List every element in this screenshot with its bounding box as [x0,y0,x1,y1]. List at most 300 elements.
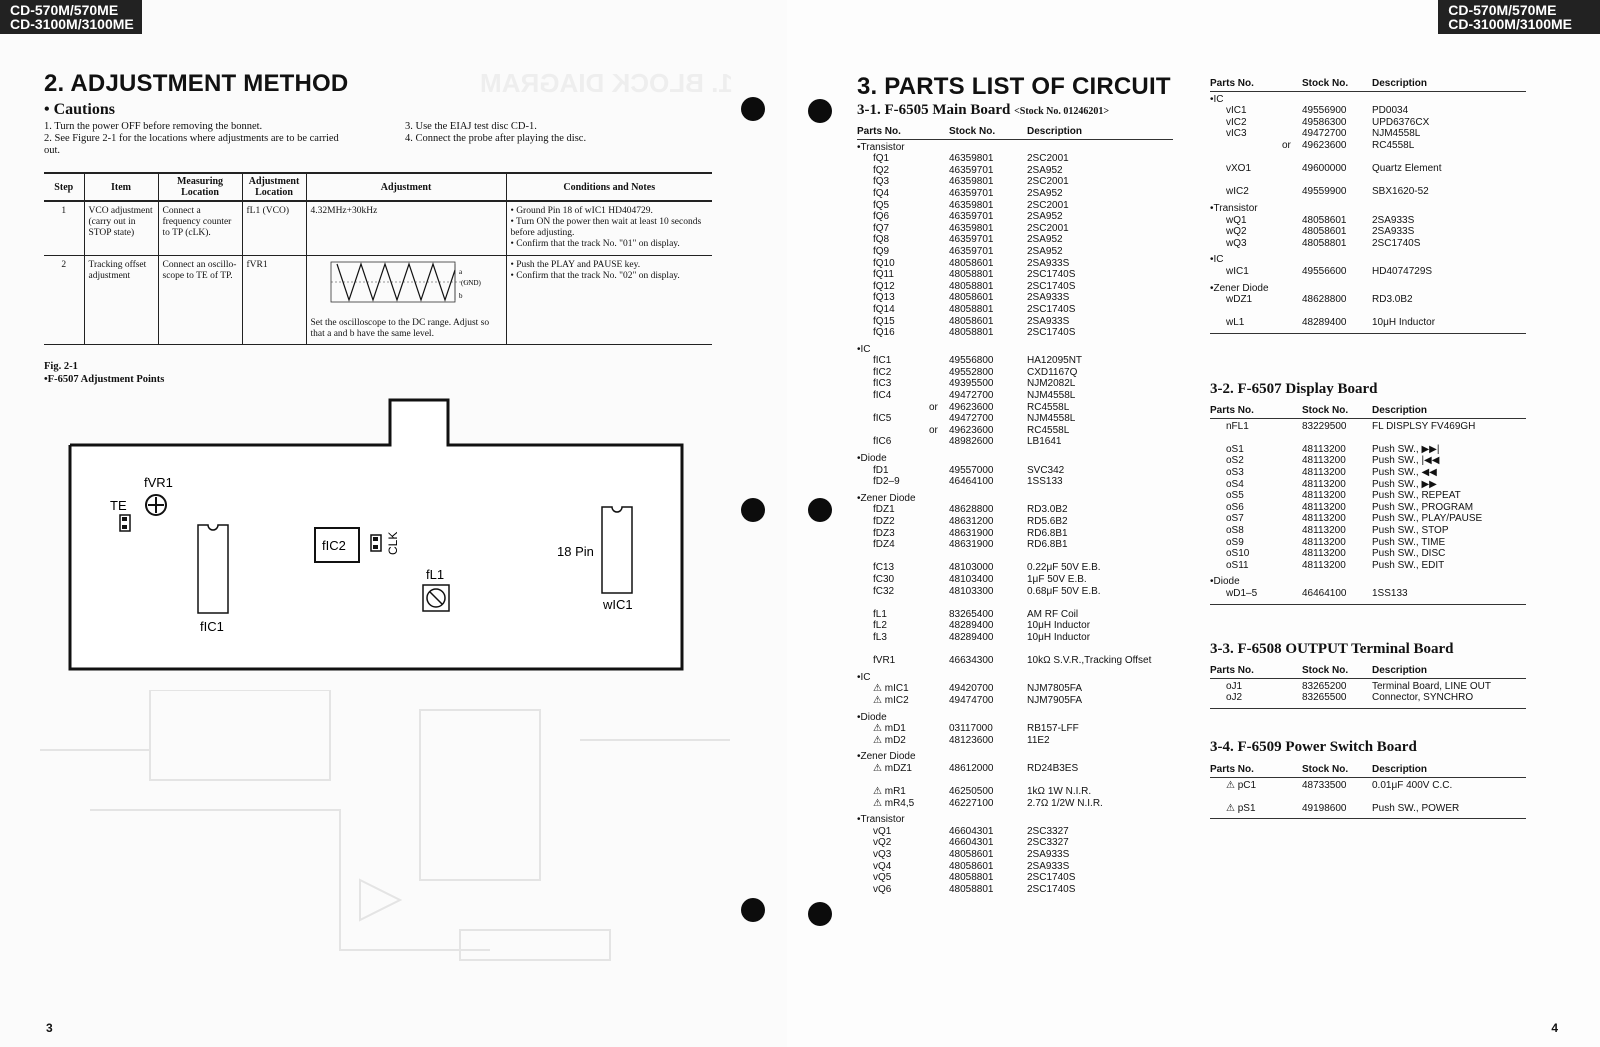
part-description: 2SA933S [1372,226,1415,238]
part-description: 1μF 50V E.B. [1027,573,1087,585]
fvr1-label: fVR1 [144,475,173,490]
parts-row [857,504,1173,516]
model-line-2: CD-3100M/3100ME [10,16,134,32]
left-page [0,0,787,1047]
part-description: NJM4558L [1027,413,1076,425]
part-number: fQ15 [873,315,895,327]
parts-row [857,246,1173,258]
parts-row [1210,588,1526,600]
wave-label-b: b [458,291,462,300]
part-number: ⚠ mIC1 [873,683,909,695]
stock-number: 46359801 [949,176,994,188]
part-number: fQ5 [873,199,890,211]
parts-row [1210,152,1526,164]
power-board-parts-list [1210,764,1526,819]
caution-4: 4. Connect the probe after playing the disc. [405,133,587,144]
th-item: Item [84,173,158,201]
column-header: Stock No. [1302,78,1349,89]
part-number: vQ2 [873,837,892,849]
part-number: ⚠ mR1 [873,786,906,798]
part-description: 10μH Inductor [1027,620,1091,632]
group-label: •Zener Diode [857,492,916,504]
column-header: Description [1372,764,1428,775]
parts-row [857,223,1173,235]
part-number [1210,152,1302,164]
part-description: 0.68μF 50V E.B. [1027,585,1101,597]
part-description: AM RF Coil [1027,608,1079,620]
stock-number: 49623600 [1302,139,1347,151]
binder-hole [808,498,832,522]
stock-number: 48113200 [1302,478,1346,490]
parts-list-header [1210,665,1526,679]
group-label: •Zener Diode [857,751,916,763]
stock-number: 46359801 [949,153,994,165]
wave-label-gnd: (GND) [460,278,481,287]
main-board-title [857,102,1109,119]
parts-row [857,465,1173,477]
part-description: 2SC1740S [1027,327,1076,339]
parts-row [1210,317,1526,329]
stock-number: 48058801 [949,303,994,315]
part-number: fQ7 [873,222,890,234]
parts-row [1210,455,1526,467]
parts-row [857,304,1173,316]
parts-row [857,609,1173,621]
stock-number: 49474700 [949,694,994,706]
part-description: NJM7905FA [1027,694,1083,706]
parts-list-header [1210,764,1526,778]
stock-number: 46227100 [949,797,994,809]
part-number: fIC1 [873,355,892,367]
main-board-parts-list [857,126,1173,895]
stock-number: 48058601 [1302,226,1347,238]
binder-hole [741,898,765,922]
stock-number [1302,175,1372,187]
output-board-title: 3-3. F-6508 OUTPUT Terminal Board [1210,641,1454,657]
section-divider [1210,333,1526,334]
part-description: 2SA933S [1027,257,1070,269]
column-header: Description [1372,665,1428,676]
part-description: Terminal Board, LINE OUT [1372,680,1491,692]
part-number: fQ6 [873,211,890,223]
parts-row [857,176,1173,188]
wave-label-a: a [458,267,462,276]
parts-row [857,620,1173,632]
part-description: 2SA933S [1372,214,1415,226]
stock-number: 49556600 [1302,265,1347,277]
stock-number: 48289400 [949,631,994,643]
parts-row [857,402,1173,414]
stock-number [1302,791,1372,803]
part-description: Connector, SYNCHRO [1372,692,1474,704]
parts-list-header [1210,78,1526,92]
part-number: fVR1 [873,655,896,667]
column-header: Parts No. [857,126,901,137]
column-header: Stock No. [1302,764,1349,775]
cell-adjustment: 4.32MHz+30kHz [306,201,506,255]
part-number: ⚠ mDZ1 [873,762,912,774]
parts-row [857,735,1173,747]
part-description [1027,551,1173,563]
part-number: or [1282,139,1291,151]
pin18-label: 18 Pin [557,544,594,559]
part-description [1027,597,1173,609]
parts-row [1210,502,1526,514]
stock-number: 83265200 [1302,680,1347,692]
group-label: •Diode [857,453,887,465]
part-description: SBX1620-52 [1372,186,1429,198]
parts-row [857,763,1173,775]
stock-number: 46604301 [949,837,994,849]
model-header-left [0,0,142,34]
column-header: Stock No. [949,126,996,137]
stock-number: 46359701 [949,245,994,257]
stock-number: 49556900 [1302,105,1347,117]
stock-number [1302,152,1372,164]
stock-number: 48612000 [949,762,994,774]
part-number: vQ3 [873,849,892,861]
part-number: fQ12 [873,280,895,292]
group-label: •IC [857,343,871,355]
model-line-2: CD-3100M/3100ME [1448,16,1572,32]
stock-number: 48113200 [1302,466,1346,478]
parts-row [857,551,1173,563]
note: • Turn ON the power then wait at least 10 seconds before adjusting. [510,217,702,238]
parts-row [857,258,1173,270]
wic1-label: wIC1 [603,597,633,612]
part-description: 2SA952 [1027,234,1063,246]
part-description: Push SW., PLAY/PAUSE [1372,513,1483,525]
parts-row [857,316,1173,328]
right-page [787,0,1600,1047]
parts-row [857,234,1173,246]
stock-number [949,774,1027,786]
parts-row [1210,692,1526,704]
part-number: fL2 [873,620,887,632]
column-header: Stock No. [1302,405,1349,416]
parts-row [857,327,1173,339]
part-number: or [929,424,938,436]
part-number: fDZ4 [873,539,895,551]
parts-row [1210,140,1526,152]
part-description: RD6.8B1 [1027,539,1068,551]
stock-number: 49623600 [949,424,994,436]
part-description: Push SW., |◀◀ [1372,455,1440,467]
cell-measuring: Connect an oscillo-scope to TE of TP. [158,255,242,344]
part-description: 1SS133 [1372,587,1408,599]
page-number-right: 4 [1551,1021,1558,1035]
parts-row [857,165,1173,177]
stock-number: 48113200 [1302,443,1346,455]
stock-number: 46359701 [949,164,994,176]
part-description: 2SC1740S [1027,872,1076,884]
part-number: fQ9 [873,245,890,257]
stock-number: 48631900 [949,527,994,539]
part-number: fQ2 [873,164,890,176]
stock-number: 48113200 [1302,455,1346,467]
parts-row [857,355,1173,367]
part-description: Push SW., EDIT [1372,559,1445,571]
part-number: fDZ1 [873,504,895,516]
part-description: PD0034 [1372,105,1409,117]
part-description: 2SC2001 [1027,199,1069,211]
part-number: oS3 [1226,466,1244,478]
part-number: oS9 [1226,536,1244,548]
part-number: fQ1 [873,153,890,165]
part-number: nFL1 [1226,420,1249,432]
stock-number: 48628800 [1302,294,1347,306]
stock-number: 49472700 [949,390,994,402]
group-label: •Transistor [857,141,905,153]
part-number: fIC6 [873,436,892,448]
parts-row [857,655,1173,667]
part-number: oJ1 [1226,680,1243,692]
model-header-right [1438,0,1600,34]
part-number: fD2–9 [873,476,900,488]
parts-row [857,528,1173,540]
part-description: 1kΩ 1W N.I.R. [1027,786,1092,798]
part-description: 2SC1740S [1027,280,1076,292]
parts-row [857,188,1173,200]
part-number: fQ8 [873,234,890,246]
stock-number: 49395500 [949,378,994,390]
cell-notes [506,201,712,255]
part-description: Push SW., PROGRAM [1372,501,1474,513]
group-label: •Transistor [857,814,905,826]
group-label: •Diode [1210,576,1240,588]
stock-number: 48058601 [949,849,994,861]
stock-number: 48058601 [949,292,994,304]
part-description: 2SC2001 [1027,176,1069,188]
model-line-1: CD-570M/570ME [1448,2,1557,18]
parts-row [857,476,1173,488]
part-description [1372,152,1526,164]
part-number: ⚠ mD2 [873,734,906,746]
parts-row [1210,681,1526,693]
part-number: fIC4 [873,390,892,402]
parts-row [1210,537,1526,549]
part-description [1372,306,1526,318]
stock-number: 48123600 [949,734,994,746]
parts-row [1210,490,1526,502]
part-description: 2SC2001 [1027,153,1069,165]
stock-number: 48058601 [949,257,994,269]
stock-number: 48058801 [1302,237,1347,249]
parts-row [1210,525,1526,537]
part-description: 2.7Ω 1/2W N.I.R. [1027,797,1103,809]
group-label: •IC [857,671,871,683]
part-description: Push SW., TIME [1372,536,1446,548]
stock-number: 46359801 [949,199,994,211]
part-number: oS10 [1226,548,1250,560]
part-description: UPD6376CX [1372,116,1430,128]
part-number: fIC3 [873,378,892,390]
part-number: fQ4 [873,187,890,199]
part-number: fQ13 [873,292,895,304]
parts-row [1210,186,1526,198]
parts-row [857,200,1173,212]
part-number [857,597,949,609]
part-description: RD24B3ES [1027,762,1079,774]
parts-row [857,798,1173,810]
column-header: Description [1027,126,1083,137]
stock-number: 83265400 [949,608,994,620]
parts-row [1210,117,1526,129]
stock-number: 48058801 [949,883,994,895]
stock-number: 48289400 [1302,317,1347,329]
stock-number: 46359701 [949,187,994,199]
part-number: ⚠ mR4,5 [873,797,915,809]
stock-number: 46359701 [949,211,994,223]
parts-row [1210,467,1526,479]
parts-row [857,367,1173,379]
part-number: oS6 [1226,501,1244,513]
parts-row [857,153,1173,165]
th-step: Step [44,173,84,201]
stock-number: 48058601 [1302,214,1347,226]
part-description: RD3.0B2 [1372,294,1413,306]
adjustment-note: Set the oscilloscope to the DC range. Adjust so that a and b have the same level. [310,317,490,339]
part-description: 2SA952 [1027,187,1063,199]
parts-row [1210,105,1526,117]
te-label: TE [110,498,127,513]
part-number: wDZ1 [1226,294,1253,306]
parts-row [857,574,1173,586]
part-number: oJ2 [1226,692,1243,704]
part-number: oS8 [1226,524,1244,536]
part-number: fC13 [873,562,895,574]
part-description: Push SW., ▶▶ [1372,478,1437,490]
stock-number: 48058801 [949,872,994,884]
part-number: wL1 [1226,317,1245,329]
part-description: 10μH Inductor [1372,317,1436,329]
parts-row [857,786,1173,798]
stock-number: 48113200 [1302,501,1346,513]
part-description: 1SS133 [1027,476,1063,488]
parts-row [1210,226,1526,238]
stock-number: 49420700 [949,683,994,695]
part-number: vIC3 [1226,128,1247,140]
th-location: Adjustment Location [242,173,306,201]
column-header: Description [1372,78,1428,89]
parts-row [857,826,1173,838]
part-description: 2SA952 [1027,164,1063,176]
stock-number: 48733500 [1302,779,1347,791]
cell-item: VCO adjustment (carry out in STOP state) [84,201,158,255]
part-number: fC30 [873,573,895,585]
stock-number: 48113200 [1302,513,1346,525]
part-description: 2SA933S [1027,292,1070,304]
parts-row [857,849,1173,861]
parts-row [857,774,1173,786]
parts-row [857,425,1173,437]
part-number: oS7 [1226,513,1244,525]
parts-row [857,597,1173,609]
stock-number: 46464100 [949,476,994,488]
cell-location: fL1 (VCO) [242,201,306,255]
parts-row [857,281,1173,293]
part-number: oS4 [1226,478,1244,490]
part-description: CXD1167Q [1027,366,1078,378]
stock-number: 49472700 [949,413,994,425]
part-number: fDZ3 [873,527,895,539]
stock-number: 49552800 [949,366,994,378]
parts-row [857,292,1173,304]
parts-row [1210,421,1526,433]
group-label: •IC [1210,93,1224,105]
part-description: Quartz Element [1372,163,1442,175]
page-number-left: 3 [46,1021,53,1035]
stock-number [949,597,1027,609]
part-description: RD3.0B2 [1027,504,1068,516]
stock-number: 48113200 [1302,536,1346,548]
stock-number: 48058801 [949,280,994,292]
parts-row [1210,560,1526,572]
part-number: oS2 [1226,455,1244,467]
note: • Confirm that the track No. "02" on display. [510,270,680,281]
parts-row [857,539,1173,551]
caution-2: 2. See Figure 2-1 for the locations where adjustments are to be carried out. [44,133,339,156]
parts-row [857,723,1173,735]
part-description [1027,774,1173,786]
part-number: ⚠ mD1 [873,723,906,735]
part-description: 10μH Inductor [1027,631,1091,643]
part-number: fL1 [873,608,887,620]
cautions-title: • Cautions [44,101,115,118]
stock-number: 46359801 [949,222,994,234]
stock-number [1302,306,1372,318]
parts-row [1210,128,1526,140]
stock-number: 46250500 [949,786,994,798]
part-number [857,774,949,786]
th-notes: Conditions and Notes [506,173,712,201]
part-description: 2SC1740S [1372,237,1421,249]
stock-number: 46359701 [949,234,994,246]
stock-number: 48103400 [949,573,994,585]
part-description: 10kΩ S.V.R.,Tracking Offset [1027,655,1152,667]
stock-number: 48103000 [949,562,994,574]
parts-row [857,884,1173,896]
note: • Push the PLAY and PAUSE key. [510,259,641,270]
stock-number: 46464100 [1302,587,1347,599]
stock-number: 48631900 [949,539,994,551]
part-description: 2SA952 [1027,245,1063,257]
parts-row [1210,294,1526,306]
table-row [44,255,712,344]
part-description: 2SA933S [1027,849,1070,861]
bleed-through-text: 1. BLOCK DIAGRAM [480,68,733,98]
part-number: oS1 [1226,443,1244,455]
part-description: 2SC3327 [1027,837,1069,849]
fic2-label: fIC2 [322,538,346,553]
part-description: 11E2 [1027,734,1050,746]
parts-row [857,695,1173,707]
section-divider [1210,708,1526,709]
part-description: FL DISPLSY FV469GH [1372,420,1476,432]
column-header: Parts No. [1210,78,1254,89]
stock-number: 49198600 [1302,802,1347,814]
board-diagram [60,395,690,675]
parts-row [1210,432,1526,444]
caution-1: 1. Turn the power OFF before removing the bonnet. [44,121,263,132]
parts-row [857,413,1173,425]
part-number [1210,306,1302,318]
stock-number: 48631200 [949,516,994,527]
column-header: Parts No. [1210,665,1254,676]
part-description: RC4558L [1027,401,1070,413]
part-description: 0.01μF 400V C.C. [1372,779,1453,791]
part-number: wIC2 [1226,186,1249,198]
